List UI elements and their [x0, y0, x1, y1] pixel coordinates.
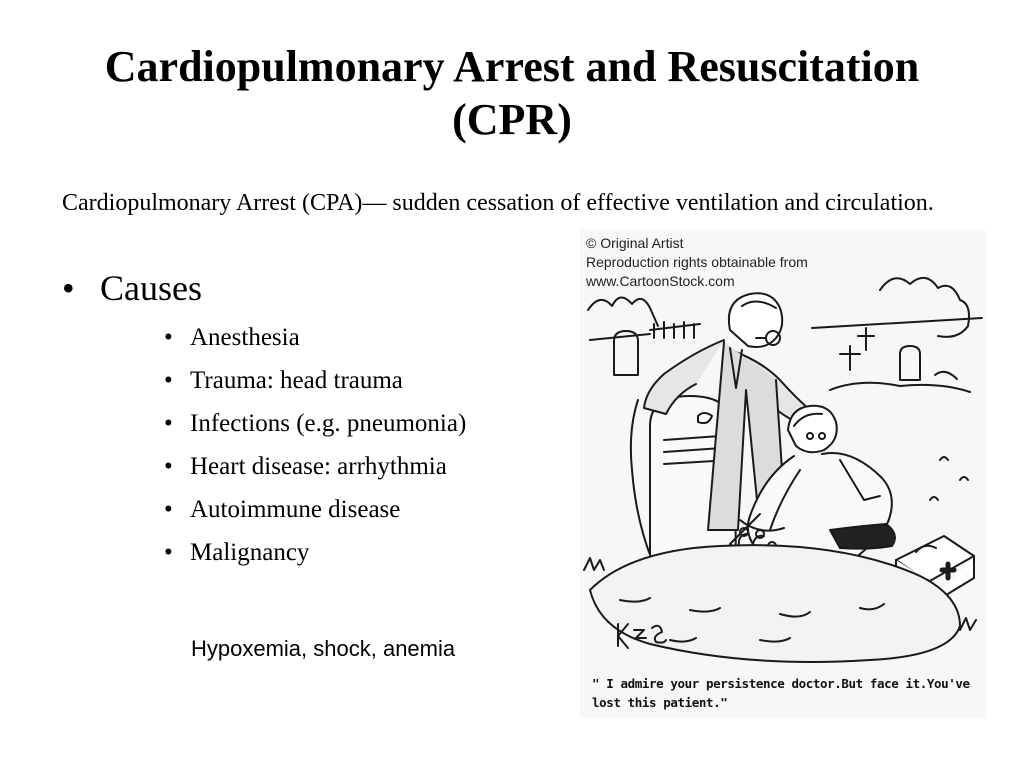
list-item	[164, 447, 466, 490]
bullet-glyph: •	[164, 539, 173, 566]
list-item	[164, 404, 466, 447]
cause-text: Malignancy	[190, 539, 310, 566]
bullet-glyph: •	[164, 367, 173, 394]
cartoon-drawing	[580, 217, 986, 718]
cartoon-image	[580, 217, 986, 718]
list-item	[164, 361, 466, 404]
slide-title	[40, 40, 984, 146]
cause-text: Infections (e.g. pneumonia)	[190, 410, 467, 437]
cause-text: Anesthesia	[190, 324, 300, 351]
bullet-glyph: •	[164, 496, 173, 523]
credit-line: www.CartoonStock.com	[586, 273, 735, 289]
cause-text: Heart disease: arrhythmia	[190, 453, 447, 480]
cause-text: Autoimmune disease	[190, 496, 401, 523]
cause-text: Trauma: head trauma	[190, 367, 403, 394]
bullet-glyph: •	[164, 410, 173, 437]
bullet-glyph: •	[62, 268, 75, 308]
cartoon-credit	[586, 234, 808, 291]
slide-title-line-1: Cardiopulmonary Arrest and Resuscitation	[104, 42, 920, 91]
secondary-causes-note: Hypoxemia, shock, anemia	[191, 636, 456, 661]
bullet-glyph: •	[164, 453, 173, 480]
list-item	[164, 490, 466, 533]
causes-list	[164, 318, 466, 576]
cpa-definition: Cardiopulmonary Arrest (CPA)— sudden cessation of effective ventilation and circulation.	[62, 190, 934, 216]
credit-line: Reproduction rights obtainable from	[586, 254, 808, 270]
list-item	[164, 318, 466, 361]
credit-line: © Original Artist	[586, 235, 684, 251]
cartoon-caption: " I admire your persistence doctor.But face it.You've lost this patient."	[592, 676, 970, 710]
bullet-glyph: •	[164, 324, 173, 351]
cartoon-signature: KES	[580, 217, 611, 234]
causes-heading	[62, 266, 202, 310]
causes-heading-text: Causes	[100, 268, 202, 308]
slide-title-line-2: (CPR)	[452, 95, 572, 144]
list-item	[164, 533, 466, 576]
